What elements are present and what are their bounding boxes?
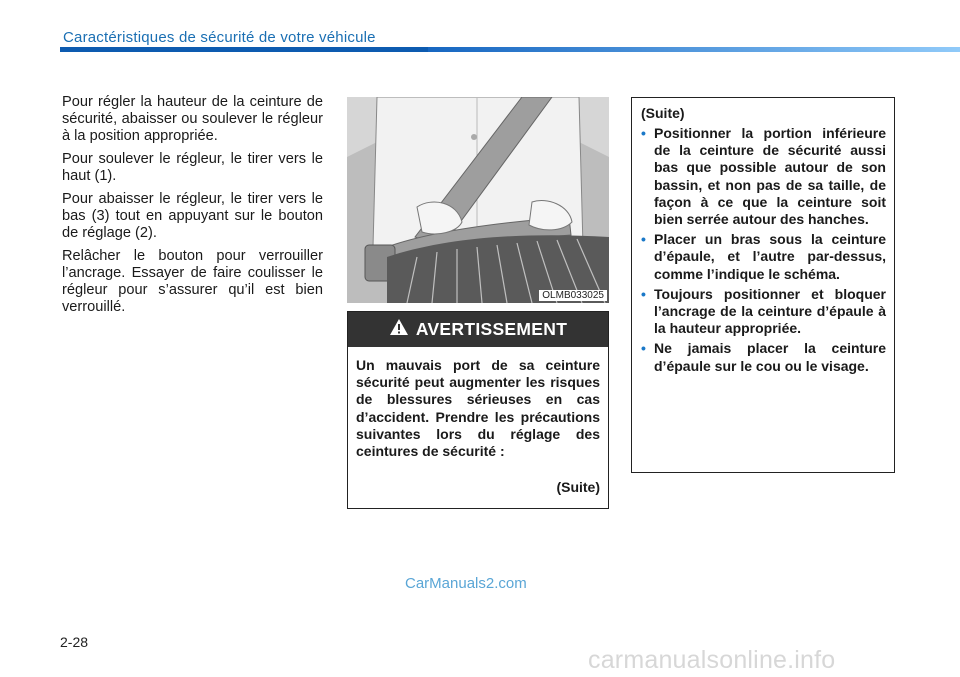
page-number: 2-28 xyxy=(60,634,89,650)
paragraph: Pour soulever le régleur, le tirer vers le haut (1). xyxy=(62,151,323,184)
left-column xyxy=(62,94,323,322)
list-item: • Toujours positionner et bloquer l’ancrage de la ceinture d’épaule à la hauteur appropriée. xyxy=(641,285,886,337)
warning-heading: AVERTISSEMENT xyxy=(415,319,568,339)
bullet-dot-icon: • xyxy=(641,125,646,141)
warning-text: Un mauvais port de sa ceinture sécurité peut augmenter les risques de blessures sérieuses en cas d’accident. Prendre les précautions suivantes lors du réglage des ceintures de sécurité : xyxy=(356,357,600,460)
section-title: Caractéristiques de sécurité de votre véhicule xyxy=(63,29,376,46)
bullet-dot-icon: • xyxy=(641,285,646,302)
figure-code: OLMB033025 xyxy=(539,290,607,301)
header-rule xyxy=(60,47,960,52)
footer-watermark: carmanualsonline.info xyxy=(588,646,836,674)
watermark-link[interactable]: CarManuals2.com xyxy=(405,575,527,592)
list-item: • Positionner la portion inférieure de la ceinture de sécurité aussi bas que possible autour de son bassin, et non pas de sa taille, de façon à ce que la ceinture soit bien serrée autour des hanches. xyxy=(641,125,886,228)
bullet-dot-icon: • xyxy=(641,340,646,357)
bullet-dot-icon: • xyxy=(641,231,646,248)
paragraph: Pour régler la hauteur de la ceinture de sécurité, abaisser ou soulever le régleur à la position appropriée. xyxy=(62,94,323,144)
paragraph: Pour abaisser le régleur, le tirer vers le bas (3) tout en appuyant sur le bouton de réglage (2). xyxy=(62,191,323,241)
list-item: • Placer un bras sous la ceinture d’épaule, et l’autre par-dessus, comme l’indique le schéma. xyxy=(641,231,886,282)
warning-box xyxy=(347,311,609,509)
paragraph: Relâcher le bouton pour verrouiller l’ancrage. Essayer de faire coulisser le régleur pour s’assurer qu’il est bien verrouillé. xyxy=(62,248,323,315)
warning-triangle-icon xyxy=(389,318,409,341)
continued-heading: (Suite) xyxy=(641,105,685,121)
continued-box xyxy=(631,97,895,473)
warning-header xyxy=(348,312,608,347)
list-item: • Ne jamais placer la ceinture d’épaule sur le cou ou le visage. xyxy=(641,340,886,374)
seatbelt-illustration xyxy=(347,97,609,303)
bullet-list xyxy=(641,125,886,378)
seatbelt-drawing xyxy=(347,97,609,303)
warning-continued: (Suite) xyxy=(556,479,600,495)
